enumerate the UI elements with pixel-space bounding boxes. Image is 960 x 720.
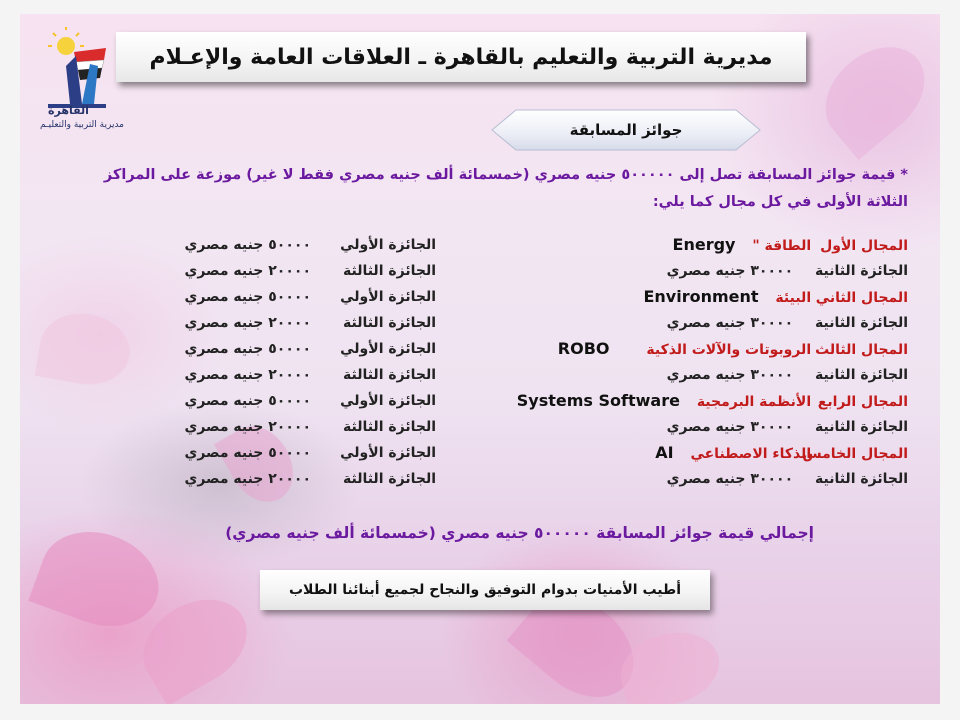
logo-caption-sub: مديرية التربية والتعليـم [40, 120, 125, 130]
footer-message: أطيب الأمنيات بدوام التوفيق والنجاح لجميع أبنائنا الطلاب [288, 582, 681, 598]
second-prize-label: الجائزة الثانية [815, 263, 908, 279]
prize-label: الجائزة الأولي [340, 341, 436, 357]
prize-row [146, 388, 436, 414]
second-prize-label: الجائزة الثانية [815, 367, 908, 383]
field-arabic-title: الطاقة " [752, 238, 812, 254]
second-prize-label: الجائزة الثانية [815, 419, 908, 435]
field-row [438, 388, 908, 414]
prize-label: الجائزة الأولي [340, 445, 436, 461]
section-title: جوائز المسابقة [569, 121, 683, 139]
logo-caption-main: القاهرة [48, 104, 89, 117]
total-prize-text: إجمالي قيمة جوائز المسابقة ٥٠٠٠٠٠ جنيه مصري (خمسمائة ألف جنيه مصري) [225, 524, 814, 542]
field-name: المجال الثاني [815, 290, 908, 306]
second-prize-row [438, 466, 908, 492]
prize-row [146, 232, 436, 258]
field-english-title: ROBO [557, 339, 610, 358]
prize-value: ٥٠٠٠٠ جنيه مصري [184, 393, 311, 409]
prize-row [146, 414, 436, 440]
page-title: مديرية التربية والتعليم بالقاهرة ـ العلاقات العامة والإعـلام [149, 44, 773, 70]
second-prize-value: ٣٠٠٠٠ جنيه مصري [666, 263, 794, 279]
field-english-title: Environment [643, 287, 759, 306]
petal-decoration [35, 307, 136, 392]
second-prize-row [438, 414, 908, 440]
second-prize-value: ٣٠٠٠٠ جنيه مصري [666, 367, 794, 383]
second-prize-value: ٣٠٠٠٠ جنيه مصري [666, 315, 794, 331]
prize-value: ٢٠٠٠٠ جنيه مصري [184, 263, 311, 279]
prize-value: ٢٠٠٠٠ جنيه مصري [184, 419, 311, 435]
second-prize-row [438, 258, 908, 284]
prize-value: ٢٠٠٠٠ جنيه مصري [184, 315, 311, 331]
header-banner [116, 32, 806, 82]
field-english-title: AI [655, 443, 674, 462]
prize-label: الجائزة الثالثة [343, 471, 436, 487]
fields-list [438, 232, 908, 492]
field-arabic-title: الذكاء الاصطناعي [690, 446, 812, 462]
second-prize-row [438, 310, 908, 336]
prize-value: ٢٠٠٠٠ جنيه مصري [184, 367, 311, 383]
prize-label: الجائزة الثالثة [343, 419, 436, 435]
prize-row [146, 284, 436, 310]
prize-row [146, 258, 436, 284]
prize-label: الجائزة الأولي [340, 393, 436, 409]
intro-text [78, 162, 908, 216]
footer-banner [260, 570, 710, 610]
field-english-title: Energy [672, 235, 736, 254]
second-prize-value: ٣٠٠٠٠ جنيه مصري [666, 419, 794, 435]
prize-label: الجائزة الأولي [340, 237, 436, 253]
second-prize-value: ٣٠٠٠٠ جنيه مصري [666, 471, 794, 487]
prize-value: ٥٠٠٠٠ جنيه مصري [184, 445, 311, 461]
prize-value: ٥٠٠٠٠ جنيه مصري [184, 289, 311, 305]
prize-value: ٥٠٠٠٠ جنيه مصري [184, 341, 311, 357]
field-name: المجال الأول [820, 238, 908, 254]
field-english-title: Systems Software [516, 391, 680, 410]
prize-value: ٢٠٠٠٠ جنيه مصري [184, 471, 311, 487]
field-arabic-title: البيئة [775, 290, 812, 306]
prize-row [146, 466, 436, 492]
prize-value: ٥٠٠٠٠ جنيه مصري [184, 237, 311, 253]
slide [20, 14, 940, 704]
second-prize-row [438, 362, 908, 388]
field-name: المجال الرابع [817, 394, 908, 410]
prize-row [146, 310, 436, 336]
second-prize-label: الجائزة الثانية [815, 315, 908, 331]
field-arabic-title: الأنظمة البرمجية [696, 394, 812, 410]
prize-label: الجائزة الثالثة [343, 315, 436, 331]
prizes-list [146, 232, 436, 492]
petal-decoration [28, 516, 172, 642]
prize-label: الجائزة الثالثة [343, 367, 436, 383]
prize-row [146, 362, 436, 388]
prize-label: الجائزة الأولي [340, 289, 436, 305]
field-row [438, 336, 908, 362]
petal-decoration [613, 622, 728, 704]
prize-row [146, 440, 436, 466]
field-row [438, 284, 908, 310]
field-arabic-title: الروبوتات والآلات الذكية [646, 342, 812, 358]
field-row [438, 440, 908, 466]
prize-label: الجائزة الثالثة [343, 263, 436, 279]
intro-line-1: * قيمة جوائز المسابقة تصل إلى ٥٠٠٠٠٠ جنيه مصري (خمسمائة ألف جنيه مصري فقط لا غير) موزعة على المراكز [103, 167, 908, 183]
prize-row [146, 336, 436, 362]
field-name: المجال الخامس [802, 446, 908, 462]
field-row [438, 232, 908, 258]
section-tag [490, 108, 762, 152]
intro-line-2: الثلاثة الأولى في كل مجال كما يلي: [652, 194, 908, 210]
second-prize-label: الجائزة الثانية [815, 471, 908, 487]
petal-decoration [807, 28, 940, 160]
field-name: المجال الثالث [815, 342, 908, 358]
